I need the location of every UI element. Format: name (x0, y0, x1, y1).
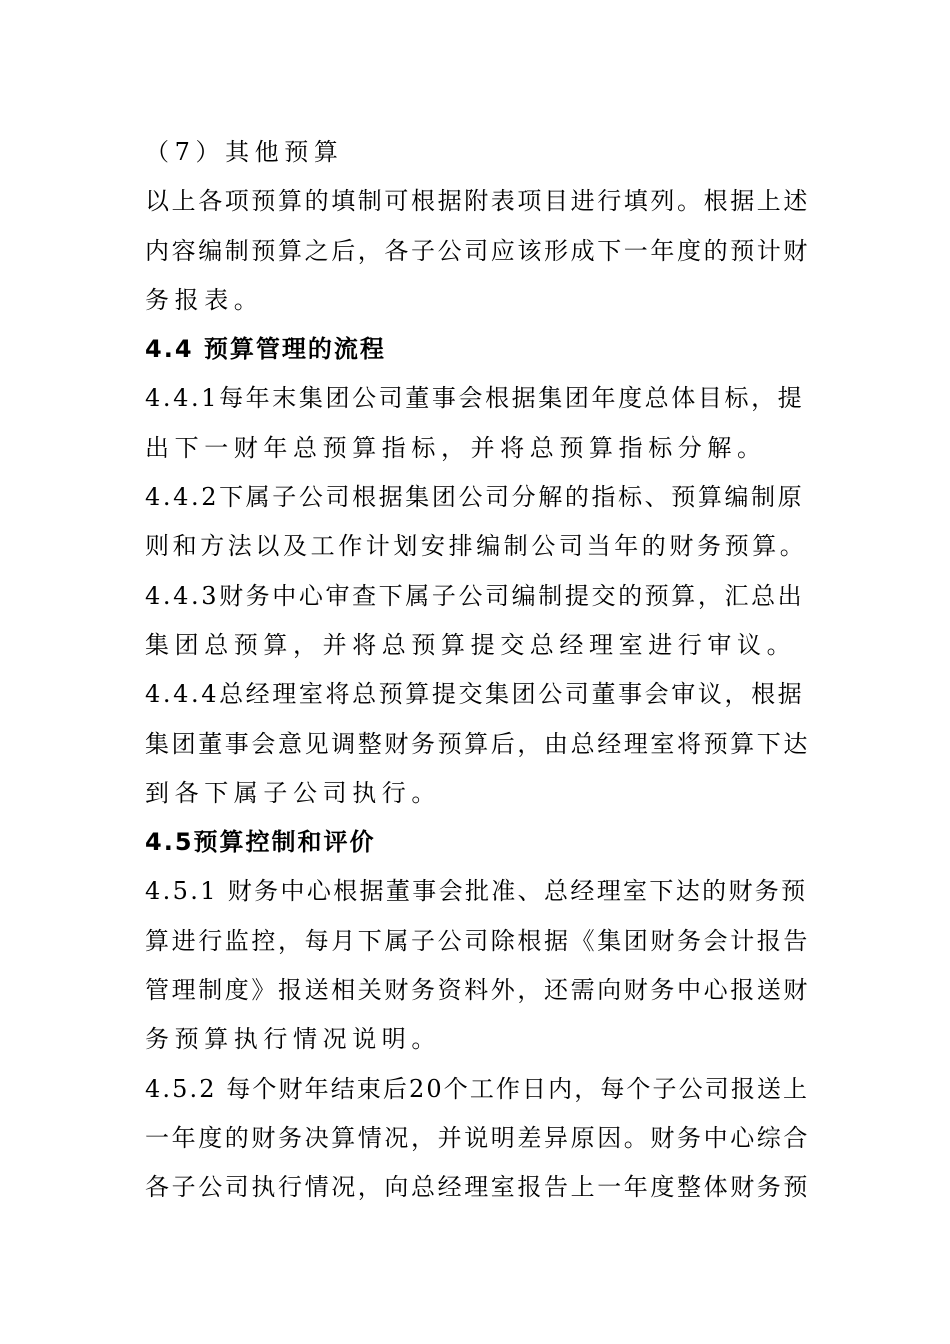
clause-4-4-3: 4.4.3财务中心审查下属子公司编制提交的预算，汇总出 (145, 581, 805, 610)
section-heading-4-4: 4.4 预算管理的流程 (145, 335, 386, 364)
body-line: 各子公司执行情况，向总经理室报告上一年度整体财务预 (145, 1173, 810, 1202)
body-line: 务报表。 (145, 285, 264, 314)
item-7-other-budgets: （7）其他预算 (145, 138, 344, 166)
body-line: 出下一财年总预算指标，并将总预算指标分解。 (145, 433, 767, 462)
body-line: 内容编制预算之后，各子公司应该形成下一年度的预计财 (145, 236, 810, 265)
body-line: 一年度的财务决算情况，并说明差异原因。财务中心综合 (145, 1123, 810, 1152)
clause-4-4-1: 4.4.1每年末集团公司董事会根据集团年度总体目标，提 (145, 384, 805, 413)
body-line: 以上各项预算的填制可根据附表项目进行填列。根据上述 (145, 187, 810, 216)
body-line: 算进行监控，每月下属子公司除根据《集团财务会计报告 (145, 926, 810, 955)
body-line: 管理制度》报送相关财务资料外，还需向财务中心报送财 (145, 976, 810, 1005)
clause-4-4-4: 4.4.4总经理室将总预算提交集团公司董事会审议，根据 (145, 680, 805, 709)
document-page (145, 128, 810, 1213)
section-heading-4-5: 4.5预算控制和评价 (145, 828, 376, 857)
clause-4-5-2: 4.5.2 每个财年结束后20个工作日内，每个子公司报送上 (145, 1074, 810, 1103)
clause-4-4-2: 4.4.2下属子公司根据集团公司分解的指标、预算编制原 (145, 483, 805, 512)
body-line: 则和方法以及工作计划安排编制公司当年的财务预算。 (145, 532, 808, 561)
body-line: 集团董事会意见调整财务预算后，由总经理室将预算下达 (145, 729, 810, 758)
body-line: 到各下属子公司执行。 (145, 778, 441, 807)
clause-4-5-1: 4.5.1 财务中心根据董事会批准、总经理室下达的财务预 (145, 877, 808, 906)
body-line: 集团总预算，并将总预算提交总经理室进行审议。 (145, 630, 797, 659)
body-line: 务预算执行情况说明。 (145, 1025, 441, 1054)
